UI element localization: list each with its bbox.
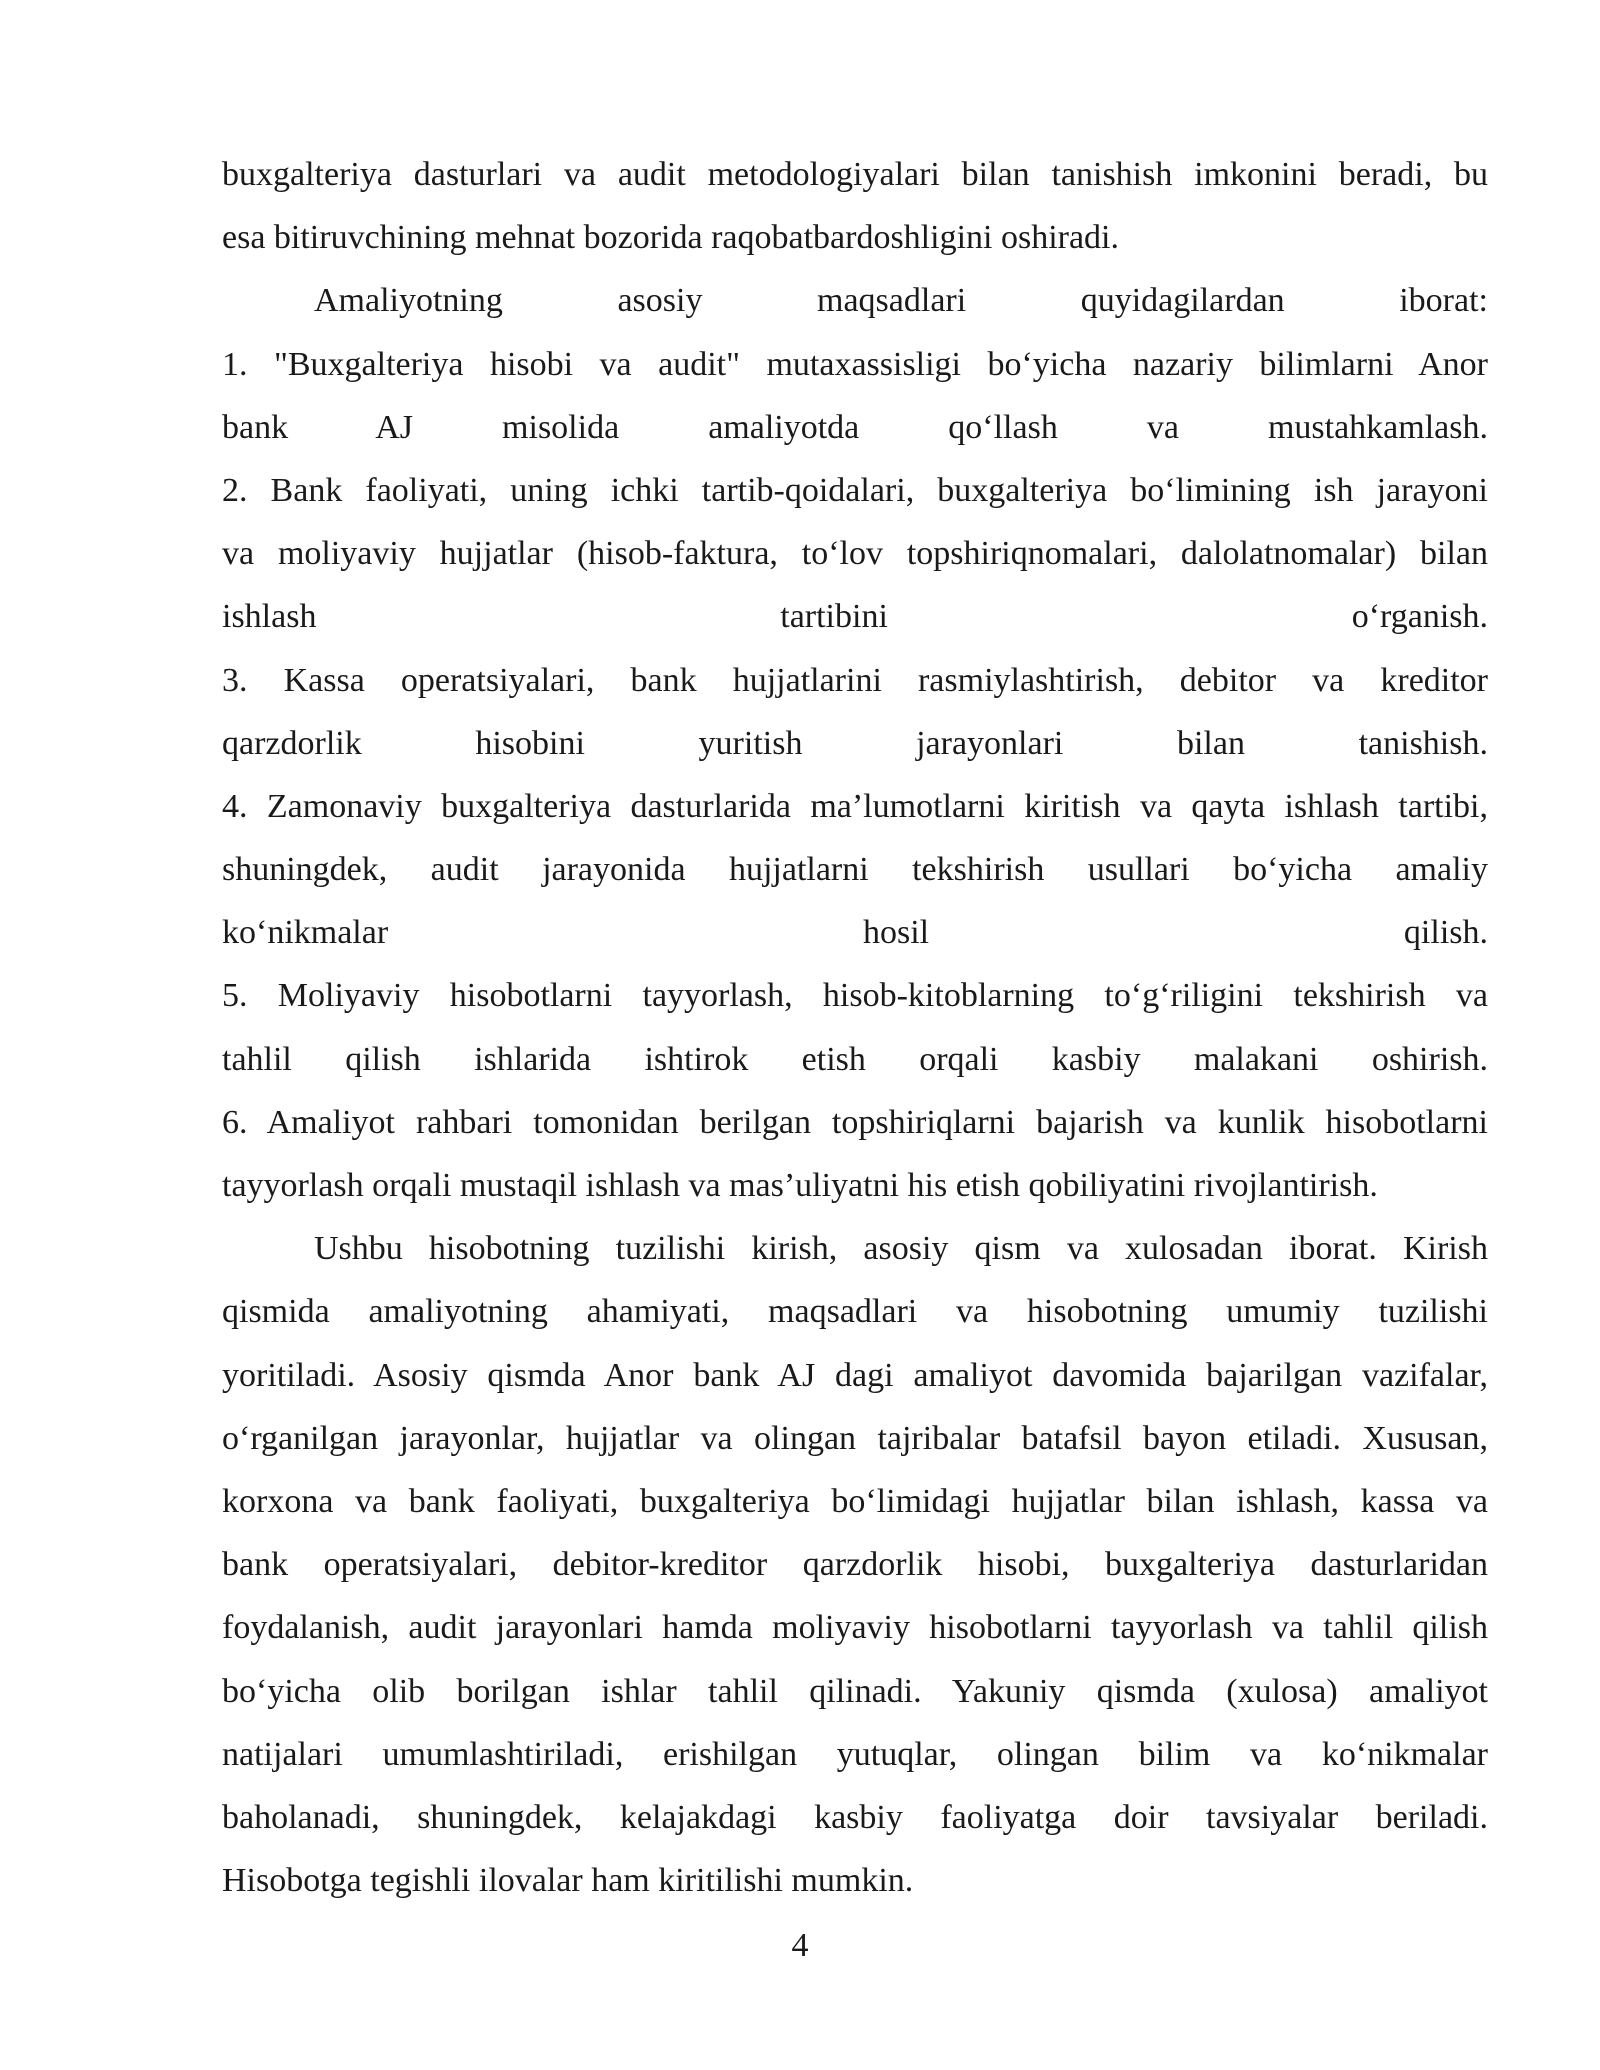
text-line: baholanadi, shuningdek, kelajakdagi kasbiy faoliyatga doir tavsiyalar beriladi. [222, 1798, 1488, 1836]
text-line: natijalari umumlashtiriladi, erishilgan yutuqlar, olingan bilim va ko‘nikmalar [222, 1735, 1488, 1773]
text-line: korxona va bank faoliyati, buxgalteriya bo‘limidagi hujjatlar bilan ishlash, kassa va [222, 1482, 1488, 1520]
text-line: foydalanish, audit jarayonlari hamda moliyaviy hisobotlarni tayyorlash va tahlil qilish [222, 1609, 1488, 1647]
text-line: Amaliyotning asosiy maqsadlari quyidagilardan iborat: [314, 282, 1488, 320]
text-line: 4. Zamonaviy buxgalteriya dasturlarida ma’lumotlarni kiritish va qayta ishlash tartibi, [222, 787, 1488, 825]
text-line: o‘rganilgan jarayonlar, hujjatlar va olingan tajribalar batafsil bayon etiladi. Xususan, [222, 1419, 1488, 1457]
text-line: 3. Kassa operatsiyalari, bank hujjatlarini rasmiylashtirish, debitor va kreditor [222, 661, 1488, 699]
text-line: Hisobotga tegishli ilovalar ham kiritilishi mumkin. [222, 1862, 914, 1900]
text-line: tahlil qilish ishlarida ishtirok etish orqali kasbiy malakani oshirish. [222, 1040, 1488, 1078]
text-line: qarzdorlik hisobini yuritish jarayonlari bilan tanishish. [222, 724, 1488, 762]
page-number: 4 [791, 1927, 809, 1964]
body-text [222, 143, 1488, 1912]
text-line: bank AJ misolida amaliyotda qo‘llash va mustahkamlash. [222, 408, 1488, 446]
text-line: esa bitiruvchining mehnat bozorida raqobatbardoshligini oshiradi. [222, 219, 1119, 257]
text-line: 5. Moliyaviy hisobotlarni tayyorlash, hisob-kitoblarning to‘g‘riligini tekshirish va [222, 977, 1488, 1015]
text-line: bank operatsiyalari, debitor-kreditor qarzdorlik hisobi, buxgalteriya dasturlaridan [222, 1546, 1488, 1584]
text-line: yoritiladi. Asosiy qismda Anor bank AJ dagi amaliyot davomida bajarilgan vazifalar, [222, 1356, 1488, 1394]
text-line: ishlash tartibini o‘rganish. [222, 598, 1488, 636]
text-line: bo‘yicha olib borilgan ishlar tahlil qilinadi. Yakuniy qismda (xulosa) amaliyot [222, 1672, 1488, 1710]
text-line: 1. "Buxgalteriya hisobi va audit" mutaxassisligi bo‘yicha nazariy bilimlarni Anor [222, 345, 1488, 383]
text-line: 6. Amaliyot rahbari tomonidan berilgan topshiriqlarni bajarish va kunlik hisobotlarni [222, 1103, 1488, 1141]
text-line: shuningdek, audit jarayonida hujjatlarni tekshirish usullari bo‘yicha amaliy [222, 851, 1488, 889]
text-line: buxgalteriya dasturlari va audit metodologiyalari bilan tanishish imkonini beradi, bu [222, 156, 1488, 193]
text-line: ko‘nikmalar hosil qilish. [222, 914, 1488, 952]
text-line: 2. Bank faoliyati, uning ichki tartib-qoidalari, buxgalteriya bo‘limining ish jarayoni [222, 471, 1488, 509]
text-line: qismida amaliyotning ahamiyati, maqsadlari va hisobotning umumiy tuzilishi [222, 1293, 1488, 1331]
text-line: tayyorlash orqali mustaqil ishlash va mas’uliyatni his etish qobiliyatini rivojlantirish. [222, 1167, 1378, 1204]
text-line: Ushbu hisobotning tuzilishi kirish, asosiy qism va xulosadan iborat. Kirish [314, 1230, 1488, 1268]
text-line: va moliyaviy hujjatlar (hisob-faktura, to‘lov topshiriqnomalari, dalolatnomalar) bilan [222, 535, 1488, 573]
